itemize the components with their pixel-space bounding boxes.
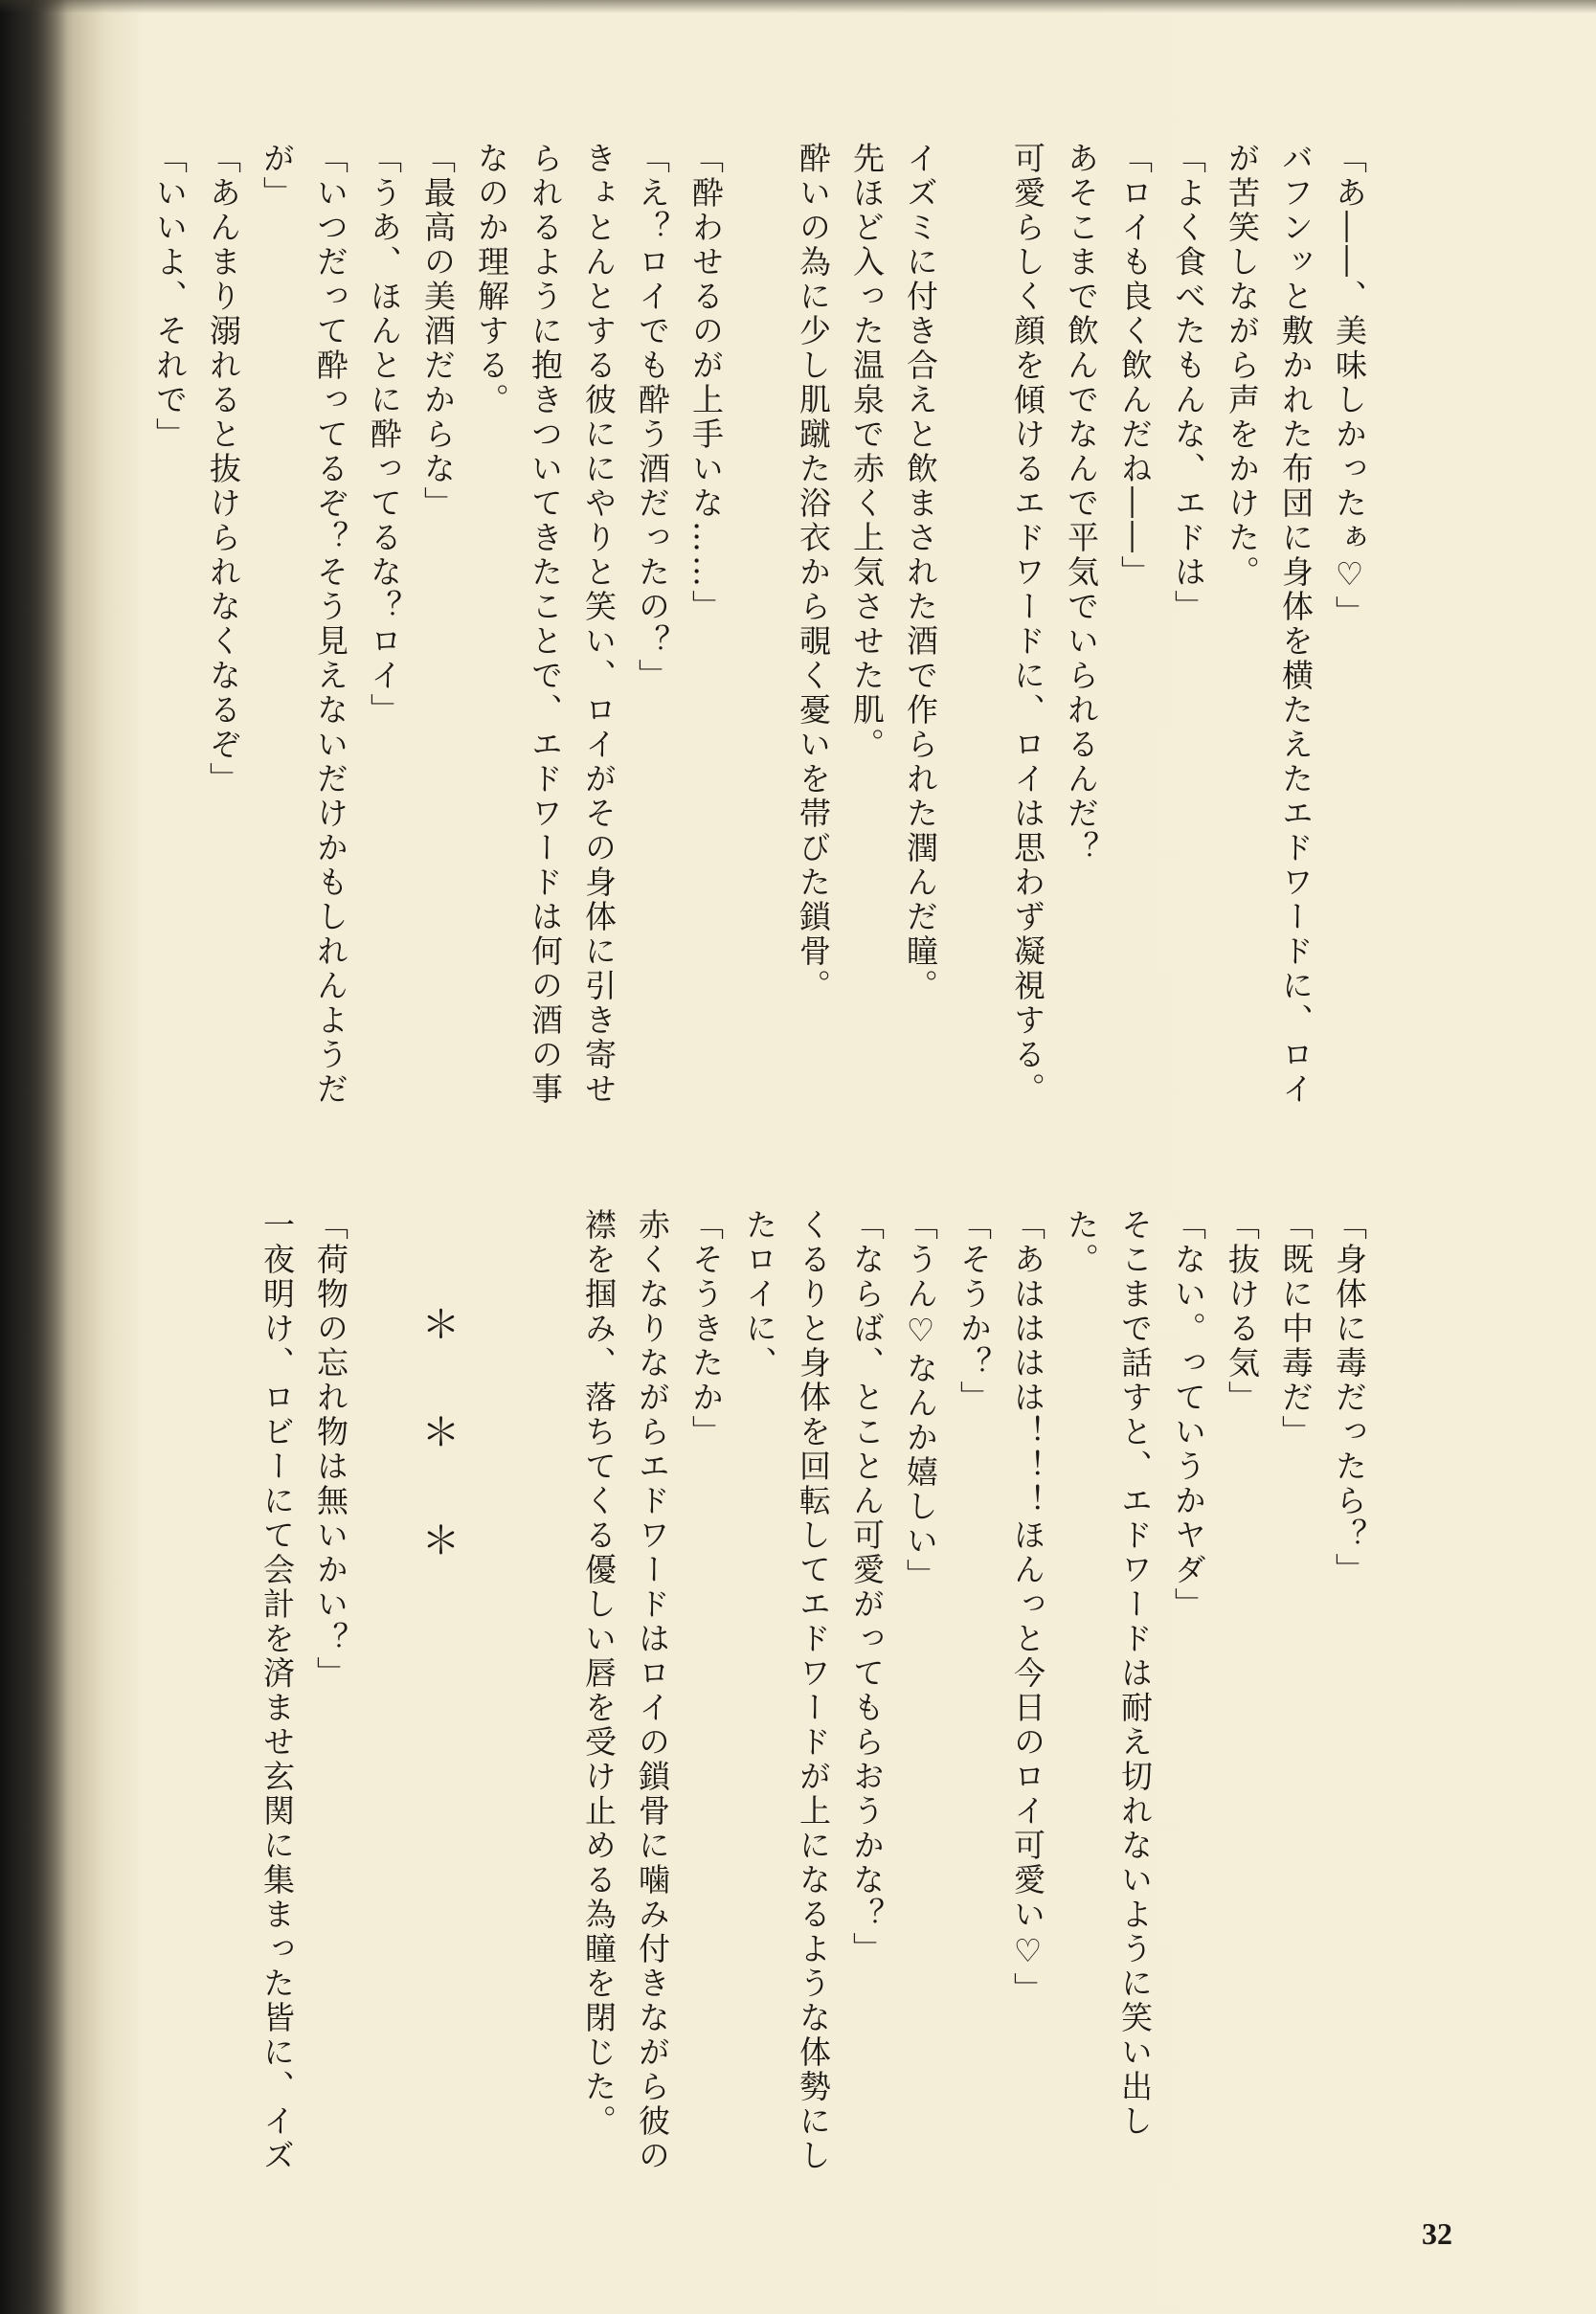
text-line: 「あはははは！！！ほんっと今日のロイ可愛い♡」 [1009, 1208, 1046, 2007]
paragraph-gap [732, 142, 786, 1137]
text-line: 「ならば、とことん可愛がってもらおうかな？」 [848, 1208, 886, 1966]
text-line: 「うん♡なんか嬉しい」 [902, 1208, 939, 1593]
text-line: 「荷物の忘れ物は無いかい？」 [312, 1208, 349, 1691]
text-line: 「あんまり溺れると抜けられなくなるぞ」 [205, 142, 242, 797]
text-line: 「そうきたか」 [687, 1208, 725, 1449]
paragraph-gap [518, 1208, 572, 2204]
book-spine-shadow [0, 0, 67, 2314]
text-line: 「うあ、ほんとに酔ってるな？ロイ」 [366, 142, 403, 728]
text-line: 「身体に毒だったら？」 [1331, 1208, 1368, 1587]
text-line: が苦笑しながら声をかけた。 [1224, 142, 1261, 590]
text-line: られるように抱きついてきたことで、エドワードは何の酒の事 [527, 142, 564, 1107]
text-line: くるりと身体を回転してエドワードが上になるような体勢にし [795, 1208, 832, 2173]
scene-break: ＊ ＊ ＊ [416, 1304, 460, 1587]
paragraph-gap [357, 1208, 411, 2204]
text-line: 赤くなりながらエドワードはロイの鎖骨に噛み付きながら彼の [634, 1208, 671, 2173]
text-line: イズミに付き合えと飲まされた酒で作られた潤んだ瞳。 [902, 142, 939, 1003]
text-line: 「既に中毒だ」 [1277, 1208, 1315, 1449]
text-line: 可愛らしく顔を傾けるエドワードに、ロイは思わず凝視する。 [1009, 142, 1046, 1107]
paragraph-gap [464, 1208, 518, 2204]
text-line: 「え？ロイでも酔う酒だったの？」 [634, 142, 671, 693]
text-line: たロイに、 [741, 1208, 778, 1381]
upper-text-block [143, 142, 1376, 1137]
text-line: た。 [1063, 1208, 1100, 1277]
lower-text-block [250, 1208, 1376, 2204]
text-line: 「いいよ、それで」 [151, 142, 189, 452]
text-line: バフンッと敷かれた布団に身体を横たえたエドワードに、ロイ [1277, 142, 1315, 1107]
text-line: なのか理解する。 [473, 142, 510, 417]
page-number: 32 [1422, 2216, 1452, 2251]
text-line: そこまで話すと、エドワードは耐え切れないように笑い出し [1116, 1208, 1154, 2139]
text-line: あそこまで飲んでなんで平気でいられるんだ？ [1063, 142, 1100, 865]
text-line: 「抜ける気」 [1224, 1208, 1261, 1415]
page-top-edge [0, 0, 1596, 13]
text-line: 「最高の美酒だからな」 [419, 142, 457, 521]
paragraph-gap [947, 142, 1000, 1137]
text-line: が」 [259, 142, 296, 211]
text-line: 「あ――、美味しかったぁ♡」 [1331, 142, 1368, 630]
text-line: 酔いの為に少し肌蹴た浴衣から覗く憂いを帯びた鎖骨。 [795, 142, 832, 1003]
text-line: 「ない。っていうかヤダ」 [1170, 1208, 1207, 1622]
text-line: 「そうか？」 [955, 1208, 993, 1415]
text-line: きょとんとする彼ににやりと笑い、ロイがその身体に引き寄せ [580, 142, 618, 1107]
text-line: 一夜明け、ロビーにて会計を済ませ玄関に集まった皆に、イズ [259, 1208, 296, 2173]
text-line: 「いつだって酔ってるぞ？そう見えないだけかもしれんようだ [312, 142, 349, 1107]
text-line: 「よく食べたもんな、エドは」 [1170, 142, 1207, 624]
text-line: 「酔わせるのが上手いな……」 [687, 142, 725, 624]
text-line: 襟を掴み、落ちてくる優しい唇を受け止める為瞳を閉じた。 [580, 1208, 618, 2139]
text-line: 「ロイも良く飲んだね――」 [1116, 142, 1154, 590]
text-line: 先ほど入った温泉で赤く上気させた肌。 [848, 142, 886, 762]
